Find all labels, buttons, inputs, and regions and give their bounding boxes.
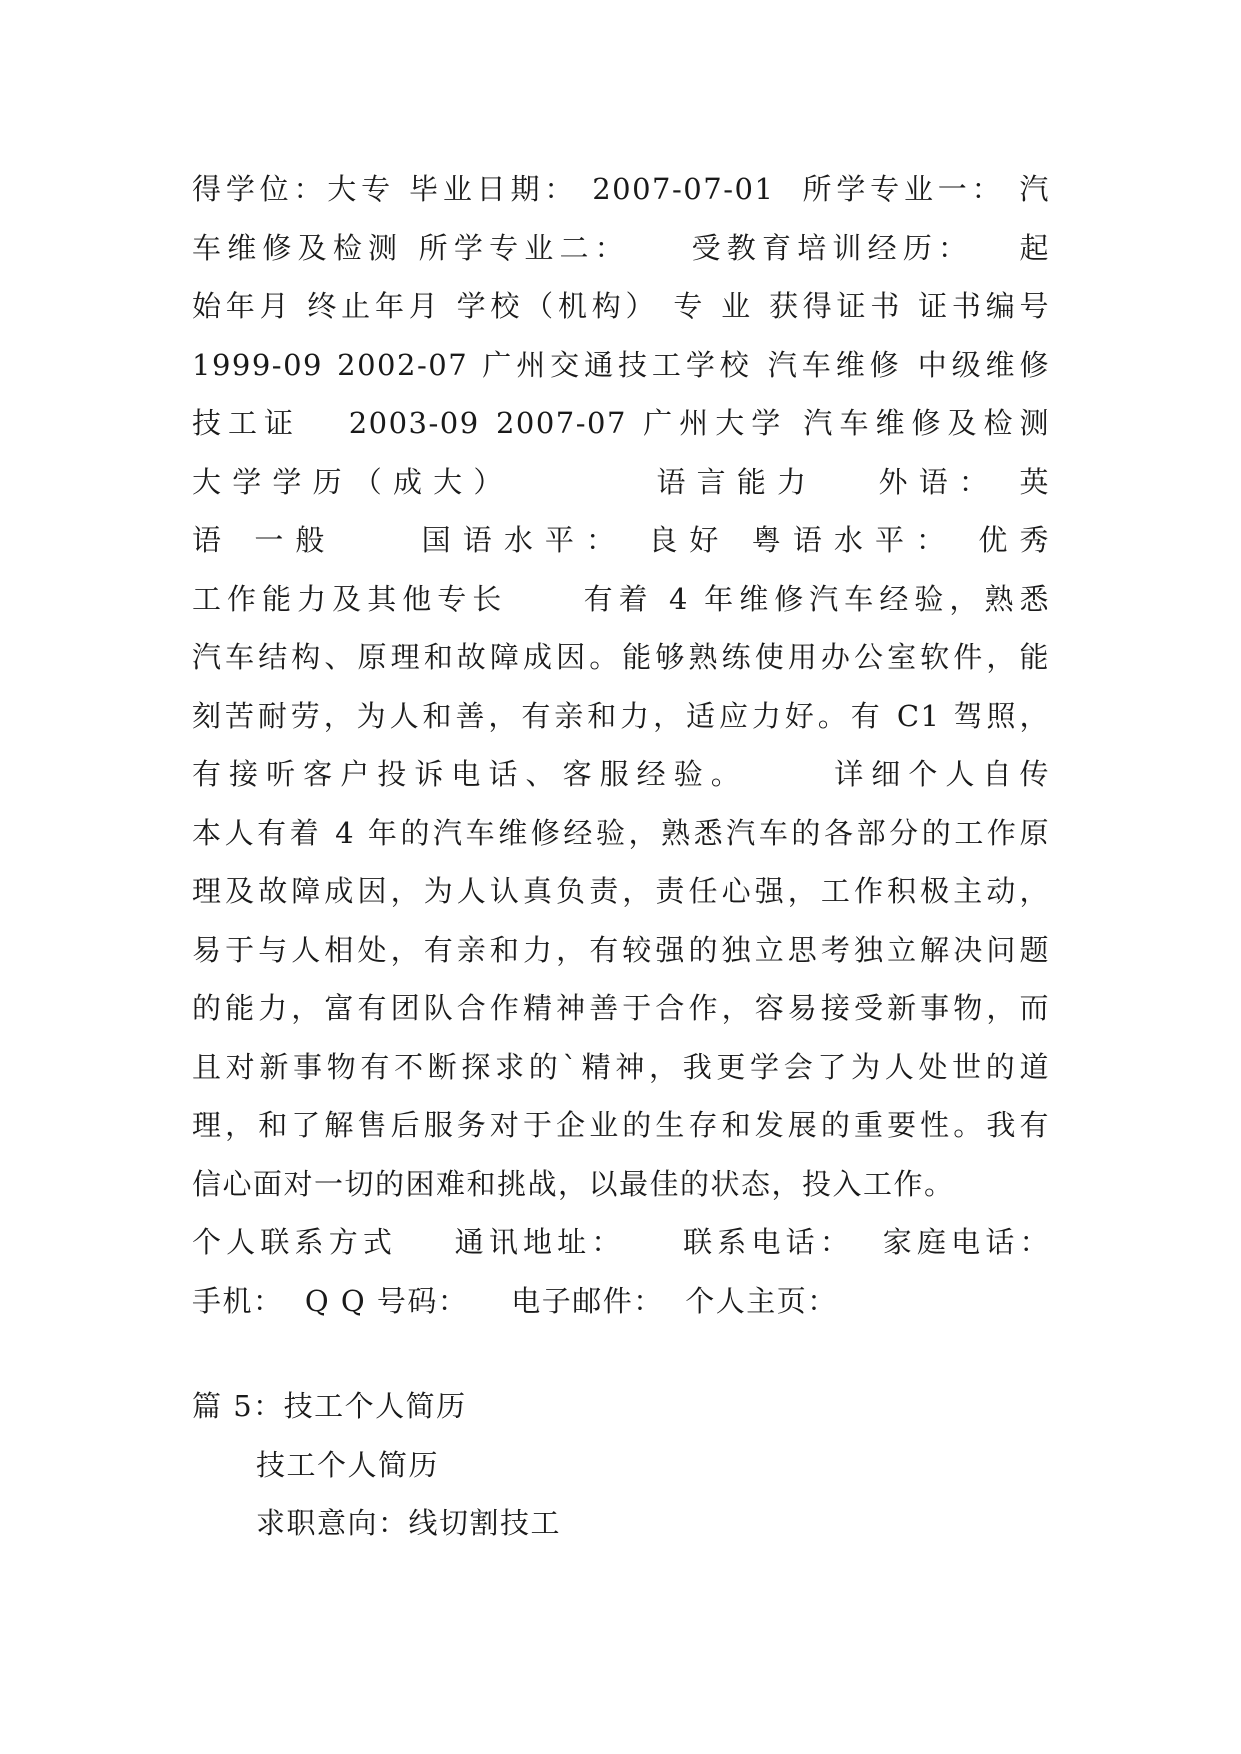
- resume-body-text: [192, 160, 1050, 1330]
- job-objective: 求职意向：线切割技工: [256, 1506, 562, 1540]
- text-line: 语 一般 国语水平： 良好 粤语水平： 优秀: [192, 523, 1050, 557]
- section-title: 技工个人简历: [256, 1447, 440, 1482]
- text-line: 工作能力及其他专长 有着 4 年维修汽车经验，熟悉: [192, 581, 1050, 616]
- text-line: 本人有着 4 年的汽车维修经验，熟悉汽车的各部分的工作原: [192, 815, 1050, 850]
- section-five: [192, 1377, 1050, 1553]
- text-line: 信心面对一切的困难和挑战，以最佳的状态，投入工作。: [192, 1166, 955, 1201]
- text-line: 大学学历（成大） 语言能力 外语： 英: [192, 464, 1050, 499]
- text-line: 1999-09 2002-07 广州交通技工学校 汽车维修 中级维修: [192, 347, 1050, 382]
- text-line: 的能力，富有团队合作精神善于合作，容易接受新事物，而: [192, 991, 1050, 1025]
- text-line: 理，和了解售后服务对于企业的生存和发展的重要性。我有: [192, 1108, 1050, 1142]
- text-line: 车维修及检测 所学专业二： 受教育培训经历： 起: [192, 230, 1050, 265]
- text-line: 理及故障成因，为人认真负责，责任心强，工作积极主动，: [192, 874, 1050, 908]
- text-line: 得学位：大专 毕业日期： 2007-07-01 所学专业一： 汽: [192, 172, 1050, 206]
- text-line: 汽车结构、原理和故障成因。能够熟练使用办公室软件，能: [192, 640, 1050, 674]
- text-line: 易于与人相处，有亲和力，有较强的独立思考独立解决问题: [192, 932, 1050, 967]
- text-line: 始年月 终止年月 学校（机构） 专 业 获得证书 证书编号: [192, 289, 1050, 323]
- text-line: 技工证 2003-09 2007-07 广州大学 汽车维修及检测: [192, 406, 1050, 440]
- text-line: 且对新事物有不断探求的`精神，我更学会了为人处世的道: [192, 1049, 1050, 1084]
- text-line: 刻苦耐劳，为人和善，有亲和力，适应力好。有 C1 驾照，: [192, 698, 1050, 733]
- text-line: 手机： Q Q 号码： 电子邮件： 个人主页：: [192, 1283, 838, 1318]
- text-line: 个人联系方式 通讯地址： 联系电话： 家庭电话：: [192, 1225, 1050, 1259]
- section-heading: 篇 5：技工个人简历: [192, 1389, 467, 1423]
- text-line: 有接听客户投诉电话、客服经验。 详细个人自传: [192, 757, 1050, 791]
